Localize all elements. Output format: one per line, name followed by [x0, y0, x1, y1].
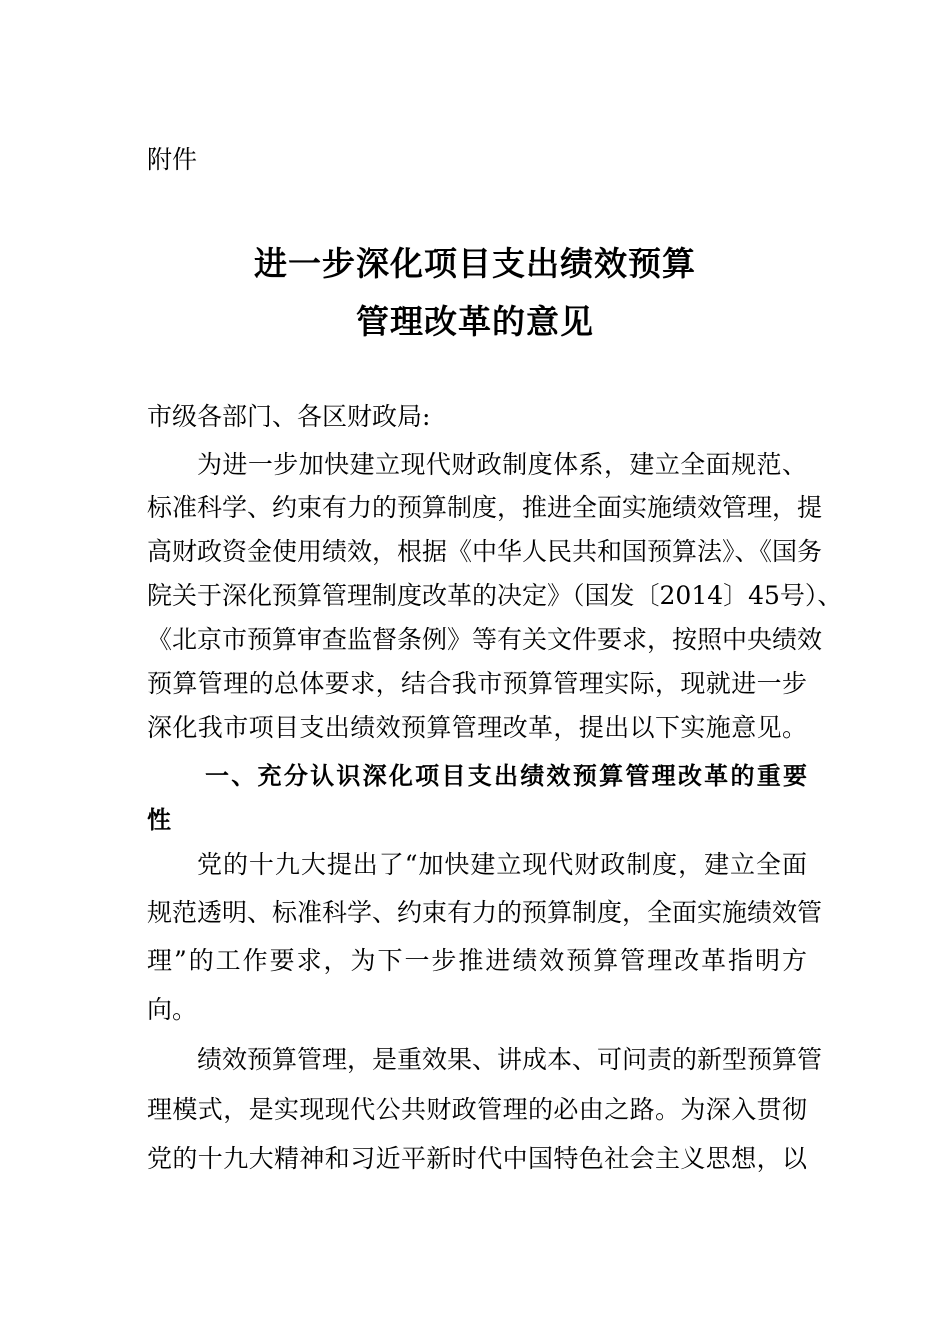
attachment-label: 附件	[147, 145, 198, 174]
salutation: 市级各部门、各区财政局:	[147, 402, 431, 431]
document-title-line-2: 管理改革的意见	[356, 302, 594, 341]
document-title-line-1: 进一步深化项目支出绩效预算	[254, 244, 696, 283]
paragraph-line: 深化我市项目支出绩效预算管理改革，提出以下实施意见。	[147, 713, 807, 742]
paragraph-line: 理”的工作要求，为下一步推进绩效预算管理改革指明方	[147, 946, 807, 975]
paragraph-line: 预算管理的总体要求，结合我市预算管理实际，现就进一步	[147, 669, 807, 698]
paragraph-line: 标准科学、约束有力的预算制度，推进全面实施绩效管理，提	[147, 493, 823, 522]
paragraph-line: 理模式，是实现现代公共财政管理的必由之路。为深入贯彻	[147, 1095, 807, 1124]
paragraph-line: 规范透明、标准科学、约束有力的预算制度，全面实施绩效管	[147, 898, 823, 927]
paragraph-line: 向。	[147, 995, 198, 1024]
paragraph-line: 院关于深化预算管理制度改革的决定》（国发〔2014〕45号）、	[147, 581, 843, 610]
paragraph-line: 《北京市预算审查监督条例》等有关文件要求，按照中央绩效	[147, 625, 823, 654]
paragraph-line: 为进一步加快建立现代财政制度体系，建立全面规范、	[197, 450, 807, 479]
paragraph-line: 绩效预算管理，是重效果、讲成本、可问责的新型预算管	[197, 1045, 823, 1074]
section-heading: 一、充分认识深化项目支出绩效预算管理改革的重要	[205, 762, 807, 790]
section-heading-continued: 性	[147, 806, 171, 834]
paragraph-line: 党的十九大精神和习近平新时代中国特色社会主义思想，以	[147, 1144, 807, 1173]
paragraph-line: 高财政资金使用绩效，根据《中华人民共和国预算法》、《国务	[147, 537, 823, 566]
paragraph-line: 党的十九大提出了“加快建立现代财政制度，建立全面	[197, 850, 807, 879]
